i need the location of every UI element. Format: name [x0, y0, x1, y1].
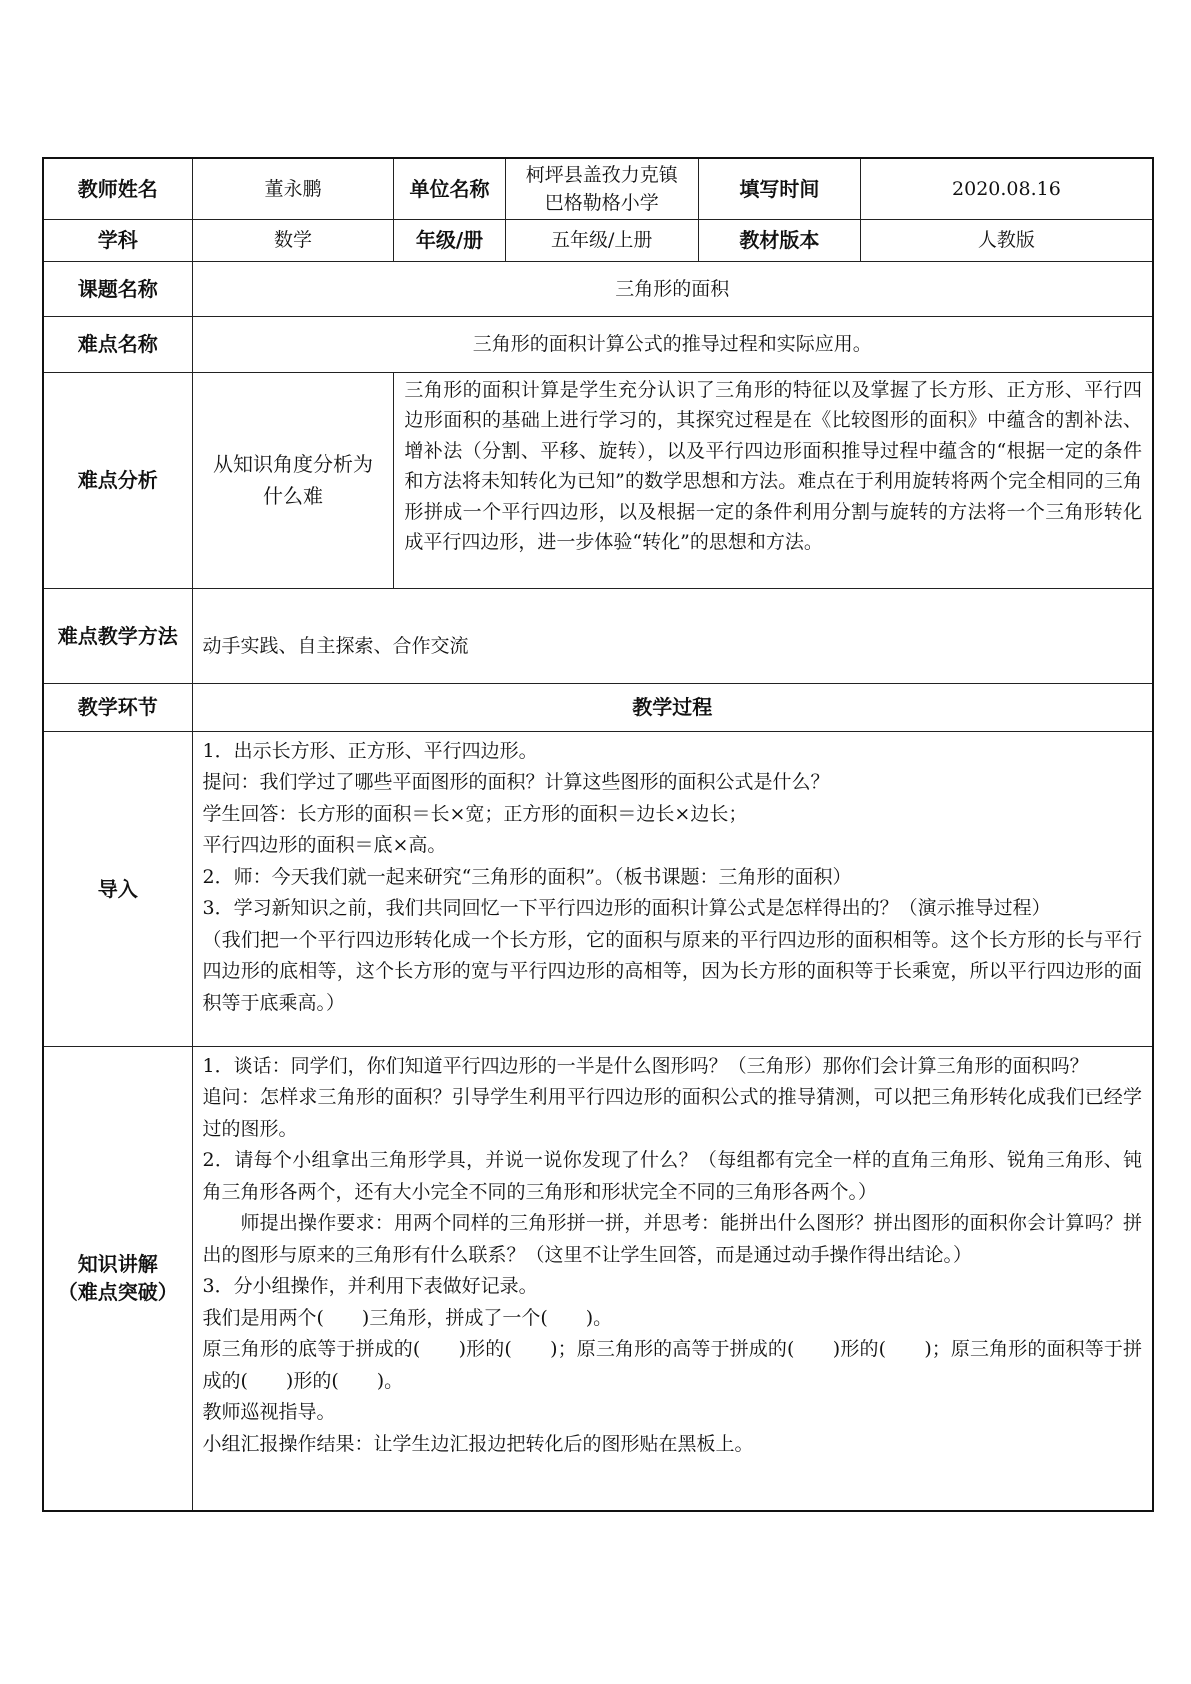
- process-content-header: 教学过程: [192, 683, 1153, 731]
- analysis-sub-label: [192, 372, 394, 588]
- knowledge-content: [192, 1046, 1153, 1511]
- knowledge-line-5: 3．分小组操作，并利用下表做好记录。: [202, 1275, 538, 1297]
- teacher-label: 教师姓名: [43, 158, 192, 219]
- analysis-label: 难点分析: [43, 372, 192, 588]
- lesson-plan-table: [42, 157, 1154, 1512]
- date-label: 填写时间: [698, 158, 860, 219]
- intro-row: [43, 731, 1153, 1046]
- knowledge-line-6: 我们是用两个( )三角形，拼成了一个( )。: [202, 1306, 613, 1329]
- knowledge-label-line-2: （难点突破）: [57, 1280, 178, 1305]
- intro-line-7: （我们把一个平行四边形转化成一个长方形，它的面积与原来的平行四边形的面积相等。这个长方形的长与平行四边形的底相等，这个长方形的宽与平行四边形的高相等，因为长方形的面积等于长乘宽，所以平行四边形的面积等于底乘高。）: [202, 928, 1142, 1014]
- intro-line-4: 平行四边形的面积＝底×高。: [202, 834, 447, 856]
- intro-line-1: 1．出示长方形、正方形、平行四边形。: [202, 739, 538, 762]
- grade-value: 五年级/上册: [505, 219, 698, 261]
- date-value: 2020.08.16: [860, 158, 1153, 219]
- intro-label: 导入: [43, 731, 192, 1046]
- knowledge-line-3: 2．请每个小组拿出三角形学具，并说一说你发现了什么？（每组都有完全一样的直角三角形、锐角三角形、钝角三角形各两个，还有大小完全不同的三角形和形状完全不同的三角形各两个。）: [202, 1149, 1142, 1203]
- intro-line-6: 3．学习新知识之前，我们共同回忆一下平行四边形的面积计算公式是怎样得出的？（演示推导过程）: [202, 897, 1051, 919]
- info-row-2: [43, 219, 1153, 261]
- subject-value: 数学: [192, 219, 394, 261]
- subject-label: 学科: [43, 219, 192, 261]
- knowledge-label-line-1: 知识讲解: [77, 1252, 158, 1277]
- analysis-sub-line-1: 从知识角度分析为: [212, 452, 373, 476]
- analysis-sub-line-2: 什么难: [262, 484, 323, 508]
- unit-line-1: 柯坪县盖孜力克镇: [525, 163, 678, 186]
- intro-line-5: 2．师：今天我们就一起来研究“三角形的面积”。（板书课题：三角形的面积）: [202, 865, 852, 888]
- difficulty-label: 难点名称: [43, 316, 192, 372]
- knowledge-row: [43, 1046, 1153, 1511]
- grade-label: 年级/册: [394, 219, 505, 261]
- topic-value: 三角形的面积: [192, 261, 1153, 316]
- unit-label: 单位名称: [394, 158, 505, 219]
- method-value: 动手实践、自主探索、合作交流: [192, 588, 1153, 683]
- topic-label: 课题名称: [43, 261, 192, 316]
- intro-content: [192, 731, 1153, 1046]
- knowledge-line-9: 小组汇报操作结果：让学生边汇报边把转化后的图形贴在黑板上。: [202, 1432, 754, 1455]
- unit-value: [505, 158, 698, 219]
- process-step-header: 教学环节: [43, 683, 192, 731]
- knowledge-line-7: 原三角形的底等于拼成的( )形的( )；原三角形的高等于拼成的( )形的( )；原三角形的面积等于拼成的( )形的( )。: [202, 1338, 1142, 1392]
- knowledge-line-8: 教师巡视指导。: [202, 1401, 336, 1423]
- analysis-text: 三角形的面积计算是学生充分认识了三角形的特征以及掌握了长方形、正方形、平行四边形面积的基础上进行学习的，其探究过程是在《比较图形的面积》中蕴含的割补法、增补法（分割、平移、旋转），以及平行四边形面积推导过程中蕴含的“根据一定的条件和方法将未知转化为已知”的数学思想和方法。难点在于利用旋转将两个完全相同的三角形拼成一个平行四边形，以及根据一定的条件利用分割与旋转的方法将一个三角形转化成平行四边形，进一步体验“转化”的思想和方法。: [394, 372, 1153, 588]
- difficulty-value: 三角形的面积计算公式的推导过程和实际应用。: [192, 316, 1153, 372]
- unit-line-2: 巴格勒格小学: [544, 191, 659, 214]
- process-header-row: [43, 683, 1153, 731]
- intro-line-2: 提问：我们学过了哪些平面图形的面积？计算这些图形的面积公式是什么？: [202, 771, 830, 793]
- analysis-row: [43, 372, 1153, 588]
- difficulty-row: [43, 316, 1153, 372]
- knowledge-line-1: 1．谈话：同学们，你们知道平行四边形的一半是什么图形吗？（三角形）那你们会计算三角形的面积吗？: [202, 1054, 1089, 1077]
- knowledge-line-4: 师提出操作要求：用两个同样的三角形拼一拼，并思考：能拼出什么图形？拼出图形的面积你会计算吗？拼出的图形与原来的三角形有什么联系？（这里不让学生回答，而是通过动手操作得出结论。）: [202, 1212, 1142, 1266]
- intro-line-3: 学生回答：长方形的面积＝长×宽；正方形的面积＝边长×边长；: [202, 802, 748, 825]
- method-label: 难点教学方法: [43, 588, 192, 683]
- info-row-1: [43, 158, 1153, 219]
- knowledge-label: [43, 1046, 192, 1511]
- teacher-value: 董永鹏: [192, 158, 394, 219]
- edition-value: 人教版: [860, 219, 1153, 261]
- method-row: [43, 588, 1153, 683]
- knowledge-line-2: 追问：怎样求三角形的面积？引导学生利用平行四边形的面积公式的推导猜测，可以把三角形转化成我们已经学过的图形。: [202, 1086, 1142, 1140]
- topic-row: [43, 261, 1153, 316]
- edition-label: 教材版本: [698, 219, 860, 261]
